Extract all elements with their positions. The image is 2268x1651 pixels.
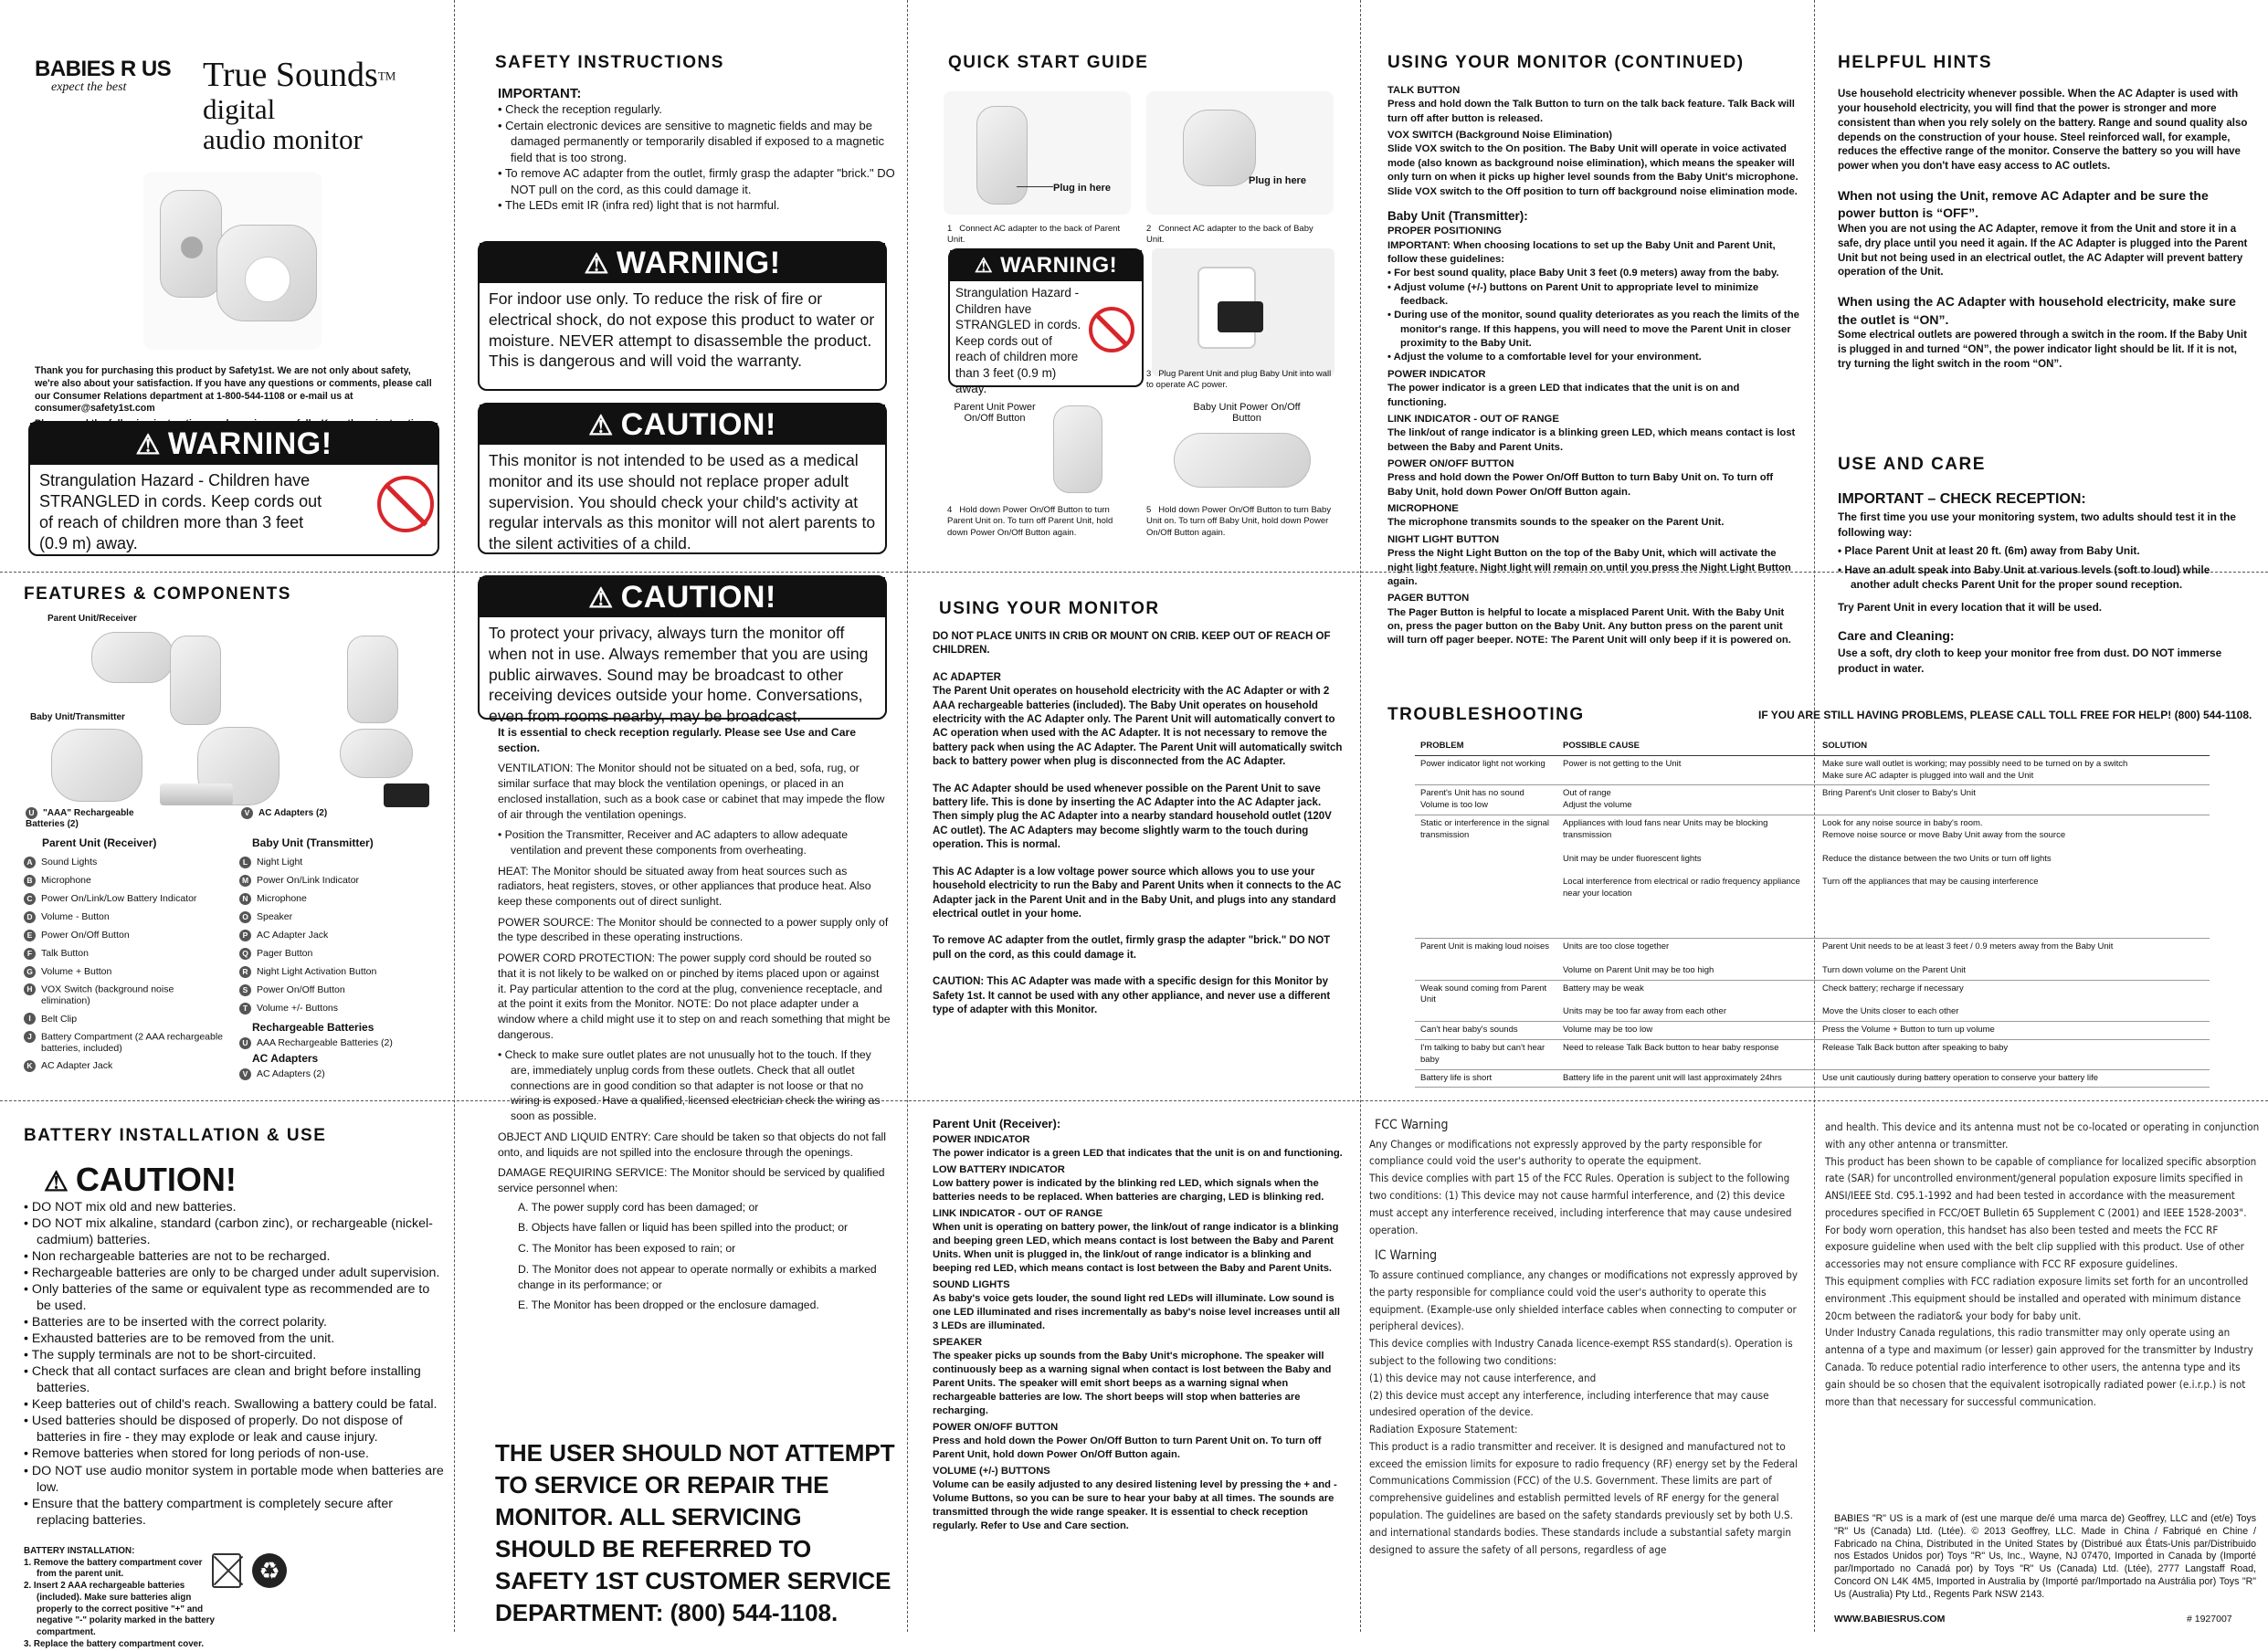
table-cell: Volume may be too low (1557, 1022, 1817, 1040)
product-title: True Sounds™ digital audio monitor (203, 56, 396, 155)
table-row (1415, 980, 2210, 1021)
table-cell: Appliances with loud fans near Units may be blocking transmission Unit may be under fluorescent lights Local interference from electrical or radio frequency appliance near your location (1557, 815, 1817, 939)
safety-important-list: • Check the reception regularly. • Certain electronic devices are sensitive to magnetic fields and may be damaged permanently or temporarily disabled if exposed to a magnetic field that is too strong. • To remove AC adapter from the outlet, firmly grasp the adapter "brick." DO NOT pull on the cord, as this could damage it. • The LEDs emit IR (infra red) light that is not harmful. (498, 102, 895, 213)
product-photo (143, 172, 322, 350)
section-title: FEATURES & COMPONENTS (24, 584, 291, 604)
safety-caution-box-2: ⚠ CAUTION! To protect your privacy, always turn the monitor off when not in use. Always remember that you are using public airwaves. Sound may be broadcast to other receiving devices outside your home. Conversations, even from rooms nearby, may be broadcast. (478, 575, 887, 720)
cover-thanks: Thank you for purchasing this product by Safety1st. We are not only about safety, we're also about your satisfaction. If you have any questions or comments, please call our Consumer Relations department at 1-800-544-1108 or e-mail us at consumer@safety1st.com (35, 365, 432, 415)
features-panel: FEATURES & COMPONENTS Parent Unit/Receiver Baby Unit/Transmitter U "AAA" Rechargeable Batteries (2) V AC Adapters (2) Parent Unit (Receiver) Baby Unit (Transmitter) A Sound Lights B Microphone C Power On/Link/Low Battery Indicator D Volume - Button E Power On/Off Button F Talk Button G Volume + Button H VOX Switch (background noise elimination) I Belt Clip J Battery Compartment (2 AAA rechargeable batteries, included) K AC Adapter Jack L Night Light M Power On/Link Indicator N Microphone O Speaker P AC Adapter Jack Q Pager Button R Night Light Activation Button S Power On/Off Button T Volume +/- Buttons Rechargeable Batteries U AAA Rechargeable Batteries (2) AC Adapters V AC Adapters (2) (0, 572, 454, 1100)
step3-image (1152, 248, 1334, 376)
recycle-icon: ♻ (252, 1553, 287, 1588)
table-cell: Check battery; recharge if necessary Move the Units closer to each other (1817, 980, 2210, 1021)
table-cell: Can't hear baby's sounds (1415, 1022, 1557, 1040)
continued-body: TALK BUTTON Press and hold down the Talk Button to turn on the talk back feature. Talk Back will turn off after button is released. VOX SWITCH (Background Noise Elimination) Slide VOX switch to the On position. The Baby Unit will operate in voice activated mode (also known as background noise elimination), which means the speaker will only turn on when it picks up higher level sounds from the Baby Unit's microphone. Slide VOX switch to the Off position to turn off background noise elimination mode. Baby Unit (Transmitter): PROPER POSITIONING IMPORTANT: When choosing locations to set up the Baby Unit and Parent Unit, follow these guidelines: • For best sound quality, place Baby Unit 3 feet (0.9 meters) away from the baby. • Adjust volume (+/-) buttons on Parent Unit to appropriate level to minimize feedback. • During use of the monitor, sound quality deteriorates as you reach the limits of the monitor's range. If this happens, you will need to move the Parent Unit in closer proximity to the Baby Unit. • Adjust the volume to a comfortable level for your environment. POWER INDICATOR The power indicator is a green LED that indicates that the unit is on and functioning. LINK INDICATOR - OUT OF RANGE The link/out of range indicator is a blinking green LED, which means contact is lost between the Baby and Parent Units. POWER ON/OFF BUTTON Press and hold down the Power On/Off Button to turn Baby Unit on. To turn off Baby Unit, hold down Power On/Off Button again. MICROPHONE The microphone transmits sounds to the speaker on the Parent Unit. NIGHT LIGHT BUTTON Press the Night Light Button on the top of the Baby Unit, which will activate the night light feature. Night light will remain on until you press the Night Light Button again. PAGER BUTTON The Pager Button is helpful to locate a misplaced Parent Unit. With the Baby Unit on, press the pager button on the Baby Unit. Any button press on the parent unit will turn off pager beeper. NOTE: The Parent Unit will only beep if it is powered on. (1387, 85, 1799, 647)
table-cell: Out of range Adjust the volume (1557, 785, 1817, 815)
fcc-panel (1360, 1100, 1814, 1632)
adapter-diagram (384, 783, 429, 807)
table-row (1415, 815, 2210, 939)
help-line: IF YOU ARE STILL HAVING PROBLEMS, PLEASE CALL TOLL FREE FOR HELP! (800) 544-1108. (1758, 709, 2252, 721)
battery-rules: • DO NOT mix old and new batteries. • DO NOT mix alkaline, standard (carbon zinc), or rechargeable (nickel-cadmium) batteries. • Non rechargeable batteries are not to be recharged. • Rechargeable batteries are only to be charged under adult supervision. • Only batteries of the same or equivalent type as recommended are to be used. • Batteries are to be inserted with the correct polarity. • Exhausted batteries are to be removed from the unit. • The supply terminals are not to be short-circuited. • Check that all contact surfaces are clean and bright before installing batteries. • Keep batteries out of child's reach. Swallowing a battery could be fatal. • Used batteries should be disposed of properly. Do not dispose of batteries in fire - they may explode or leak and cause injury. • Remove batteries when stored for long periods of non-use. • DO NOT use audio monitor system in portable mode when batteries are low. • Ensure that the battery compartment is completely secure after replacing batteries. (24, 1200, 444, 1528)
warning-triangle-icon: ⚠ (44, 1167, 69, 1197)
table-cell: Battery life is short (1415, 1069, 1557, 1088)
section-title: HELPFUL HINTS (1838, 53, 1993, 72)
legal-panel (1814, 1100, 2268, 1632)
step2-image: Plug in here (1146, 91, 1334, 215)
cover-warning-box: ⚠ WARNING! Strangulation Hazard - Children have STRANGLED in cords. Keep cords out of reach of children more than 3 feet (0.9 m) away. (28, 421, 439, 556)
step4-image: Parent Unit Power On/Off Button (944, 402, 1131, 493)
brand-logo: BABIES R US expect the best (35, 57, 172, 94)
section-title: BATTERY INSTALLATION & USE (24, 1126, 327, 1145)
using-body: DO NOT PLACE UNITS IN CRIB OR MOUNT ON CRIB. KEEP OUT OF REACH OF CHILDREN. AC ADAPTER The Parent Unit operates on household electricity with the AC Adapter or with 2 AAA rechargeable batteries (included). The Baby Unit operates on household electricity with the AC Adapter only. The Parent Unit will automatically convert to AC operation when used with the AC Adapter. It is not necessary to remove the battery pack when using the AC Adapter. The Parent Unit will automatically switch back to battery power when plug is disconnected from the AC Adapter. The AC Adapter should be used whenever possible on the Parent Unit to save battery life. This is done by inserting the AC Adapter into the AC Adapter jack. Then simply plug the AC Adapter into a nearby standard household outlet (120V AC outlet). The AC Adapters may become slightly warm to the touch during operation. This is normal. This AC Adapter is a low voltage power source which allows you to use your household electricity to run the Baby and Parent Units when it connects to the AC Adapter jack in the Parent Unit and in the Baby Unit, and plugs into any standard electrical outlet in your home. To remove AC adapter from the outlet, firmly grasp the adapter "brick." DO NOT pull on the cord, as this could damage it. CAUTION: This AC Adapter was made with a specific design for this Monitor by Safety 1st. It cannot be used with any other appliance, and never use a different type of adapter with this Monitor. (933, 631, 1343, 1015)
baby-unit-top-diagram (340, 729, 413, 778)
table-cell: Make sure wall outlet is working; may possibly need to be turned on by a switch Make sure AC adapter is plugged into wall and the Unit (1817, 755, 2210, 785)
website: WWW.BABIESRUS.COM (1834, 1614, 1946, 1625)
warning-triangle-icon: ⚠ (135, 430, 161, 460)
fcc-text: FCC Warning Any Changes or modifications not expressly approved by the party responsible for compliance could void the user's authority to operate the equipment. This device complies with part 15 of the FCC Rules. Operation is subject to the following two conditions: (1) This device may not cause harmful interference, and (2) this device must accept any interference received, including interference that may cause undesired operation. IC Warning To assure continued compliance, any changes or modifications not expressly approved by the party responsible for compliance could void the user's authority to operate this equipment. (Example-use only shielded interface cables when connecting to computer or peripheral devices). This device complies with Industry Canada licence-exempt RSS standard(s). Operation is subject to the following two conditions: (1) this device may not cause interference, and (2) this device must accept any interference, including interference that may cause undesired operation of the device. Radiation Exposure Statement: This product is a radio transmitter and receiver. It is designed and manufactured not to exceed the emission limits for exposure to radio frequency (RF) energy set by the Federal Communications Commission (FCC) of the U.S. Government. These limits are part of comprehensive guidelines and establish permitted levels of RF energy for the general population. The guidelines are based on the safety standards previously set by both U.S. and international standards bodies. These standards include a substantial safety margin designed to assure the safety of all persons, regardless of age (1369, 1118, 1799, 1556)
hints-panel (1814, 0, 2268, 712)
table-row (1415, 785, 2210, 815)
table-cell: Static or interference in the signal transmission (1415, 815, 1557, 939)
safety-warning-box: ⚠ WARNING! For indoor use only. To reduce the risk of fire or electrical shock, do not expose this product to water or moisture. NEVER attempt to disassemble the product. This is dangerous and will void the warranty. (478, 241, 887, 391)
table-cell: Battery may be weak Units may be too far away from each other (1557, 980, 1817, 1021)
parent-unit-side-diagram (170, 636, 221, 725)
legal-notice: BABIES "R" US is a mark of (est une marque de/é uma marca de) Geoffrey, LLC and (et/e) Toys "R" Us (Canada) Ltd. (Ltée). © 2013 Geoffrey, LLC. Made in China / Fabriqué en Chine / Fabricado na China, Distributed in the United States by (Distribué aux États-Unis par/Distribuido nos Estados Unidos por) Toys "R" Us, Inc., Wayne, NJ 07470, Imported in Canada by (Importé par/Importado no Canadá por) by Toys "R" Us (Canada) Ltd. (Ltée), 2777 Langstaff Road, Concord ON L4K 4M5, Imported in Australia by (Importé par/Importado na Austrália por) Toys "R" Us (Australia) Pty Ltd., Regents Park NSW 2143. (1834, 1513, 2256, 1600)
table-cell: Power indicator light not working (1415, 755, 1557, 785)
section-title: QUICK START GUIDE (948, 53, 1149, 72)
quick-warning-box: ⚠ WARNING! Strangulation Hazard - Children have STRANGLED in cords. Keep cords out of reach of children more than 3 feet (0.9 m) away. (948, 248, 1144, 387)
fcc-text-continued: and health. This device and its antenna must not be co-located or operating in conjunction with any other antenna or transmitter. This product has been shown to be capable of compliance for localized specific absorption rate (SAR) for uncontrolled environment/general population exposure limits specified in ANSI/IEEE Std. C95.1-1992 and had been tested in accordance with the measurement procedures specified in FCC/OET Bulletin 65 Supplement C (2001) and IEEE 1528-2003". For body worn operation, this handset has also been tested and meets the FCC RF exposure guideline when used with the belt clip supplied with this product. Use of other accessories may not ensure compliance with FCC RF exposure guidelines. This equipment complies with FCC radiation exposure limits set forth for an uncontrolled environment .This equipment should be installed and operated with minimum distance 20cm between the radiator& your body for baby unit. Under Industry Canada regulations, this radio transmitter may only operate using an antenna of a type and maximum (or lesser) gain approved for the transmitter by Industry Canada. To reduce potential radio interference to other users, the antenna type and its gain should be so chosen that the equivalent isotropically radiated power (e.i.r.p.) is not more than that necessary for successful communication. (1825, 1120, 2260, 1408)
baby-feature-list: L Night Light M Power On/Link Indicator N Microphone O Speaker P AC Adapter Jack Q Pager Button R Night Light Activation Button S Power On/Off Button T Volume +/- Buttons Rechargeable Batteries U AAA Rechargeable Batteries (2) AC Adapters V AC Adapters (2) (239, 853, 449, 1083)
table-row (1415, 1069, 2210, 1088)
safety-caution-box: ⚠ CAUTION! This monitor is not intended to be used as a medical monitor and its use should not replace proper adult supervision. You should check your child's activity at regular intervals as this monitor will not alert parents to the silent activities of a child. (478, 403, 887, 554)
battery-panel (0, 1100, 454, 1649)
warning-triangle-icon: ⚠ (588, 411, 614, 441)
parent-unit-image (160, 190, 222, 298)
baby-unit-diagram (51, 729, 142, 802)
troubleshooting-table: PROBLEM POSSIBLE CAUSE SOLUTION Power indicator light not working Power is not getting to the Unit Make sure wall outlet is working; may possibly need to be turned on by a switch Make sure AC adapter is plugged into wall and the Unit Parent's Unit has no sound Volume is too low Out of range Adjust the volume Bring Parent's Unit closer to Baby's Unit Static or interference in the signal transmission Appliances with loud fans near Units may be blocking transmission Unit may be under fluorescent lights Local interference from electrical or radio frequency appliance near your location Look for any noise source in baby's room. Remove noise source or move Baby Unit away from the source Reduce the distance between the two Units or turn off lights Turn off the appliances that may be causing interference Parent Unit is making loud noises Units are too close together Volume on Parent Unit may be too high Parent Unit needs to be at least 3 feet / 0.9 meters away from the Baby Unit Turn down volume on the Parent Unit Weak sound coming from Parent Unit Battery may be weak Units may be too far away from each other Check battery; recharge if necessary Move the Units closer to each other Can't hear baby's sounds Volume may be too low Press the Volume + Button to turn up volume I'm talking to baby but can't hear baby Need to release Talk Back button to hear baby response Release Talk Back button after speaking to baby Battery life is short Battery life in the parent unit will last approximately 24hrs Use unit cautiously during battery operation to conserve your battery life (1415, 738, 2210, 1088)
batteries-diagram (160, 783, 233, 805)
table-cell: Release Talk Back button after speaking to baby (1817, 1039, 2210, 1069)
quick-start-panel: QUICK START GUIDE Plug in here 1 Connect AC adapter to the back of Parent Unit. Plug in here 2 Connect AC adapter to the back of Baby Unit. ⚠ WARNING! Strangulation Hazard - Children have STRANGLED in cords. Keep cords out of reach of children more than 3 feet (0.9 m) away. 3 Plug Parent Unit and plug Baby Unit into wall to operate AC power. Parent Unit Power On/Off Button 4 Hold down Power On/Off Button to turn Parent Unit on. To turn off Parent Unit, hold down Power On/Off Button again. Baby Unit Power On/Off Button 5 Hold down Power On/Off Button to turn Baby Unit on. To turn off Baby Unit, hold down Power On/Off Button again. (907, 0, 1360, 572)
using-panel (907, 572, 1360, 1632)
product-code: # 1927007 (2187, 1614, 2232, 1625)
section-title: TROUBLESHOOTING (1387, 705, 1585, 724)
parent-unit-features: Parent Unit (Receiver): POWER INDICATOR The power indicator is a green LED that indicates that the unit is on and functioning. LOW BATTERY INDICATOR Low battery power is indicated by the blinking red LED, which signals when the batteries needs to be replaced. When batteries are charging, LED is blinking red. LINK INDICATOR - OUT OF RANGE When unit is operating on battery power, the link/out of range indicator is a blinking and beeping green LED, which means contact is lost between the Baby and Parent Units. When unit is plugged in, the link/out of range indicator is a blinking and beeping red LED, which means contact is lost between the Baby and Parent Units. SOUND LIGHTS As baby's voice gets louder, the sound light red LEDs will illuminate. Low sound is one LED illuminated and rises incrementally as baby's noise level increases until all 3 LEDs are illuminated. SPEAKER The speaker picks up sounds from the Baby Unit's microphone. The speaker will continuously beep as a warning signal when contact is lost between the Baby and Parent Units. The speaker will emit short beeps as a warning signal when rechargeable batteries are low. The short beeps will stop when batteries are recharging. POWER ON/OFF BUTTON Press and hold down the Power On/Off Button to turn Parent Unit on. To turn off Parent Unit, hold down Power On/Off Button again. VOLUME (+/-) BUTTONS Volume can be easily adjusted to any desired listening level by pressing the + and - Volume Buttons, so you can be sure to hear your baby at all times. The sounds are transmitted through the wide range speaker. It is essential to check reception regularly. Refer to Use and Care section. (933, 1117, 1343, 1532)
table-row (1415, 1039, 2210, 1069)
step1-image: Plug in here (944, 91, 1131, 215)
section-title: SAFETY INSTRUCTIONS (495, 53, 724, 72)
hints-body: Use household electricity whenever possible. When the AC Adapter is used with your household electricity, you will find that the power is stronger and more consistent than when you rely solely on the battery. Range and sound quality also depends on the construction of your house. Steel reinforced wall, for example, reduces the effective range of the monitor. Conserve the battery so you will have power when you don't have easy access to AC outlets. When not using the Unit, remove AC Adapter and be sure the power button is “OFF”. When you are not using the AC Adapter, remove it from the Unit and store it in a safe, dry place until you need it again. If the AC Adapter is plugged into the Parent Unit but not being used in an electrical outlet, the AC Adapter will prevent battery operation of the Unit. When using the AC Adapter with household electricity, make sure the outlet is “ON”. Some electrical outlets are powered through a switch in the room. If the Baby Unit is plugged in and turned “ON”, the power indicator light should be lit. If it is not, try turning the light switch in the room “ON”. (1838, 89, 2248, 370)
safety-body: It is essential to check reception regularly. Please see Use and Care section. VENTILATION: The Monitor should not be situated on a bed, sofa, rug, or similar surface that may block the ventilation openings, or placed in an enclosed installation, such as a book case or cabinet that may impede the flow of air through the ventilation openings. • Position the Transmitter, Receiver and AC adapters to allow adequate ventilation and prevent these components from overheating. HEAT: The Monitor should be situated away from heat sources such as radiators, heat registers, stoves, or other appliances that produce heat. Also keep these components out of direct sunlight. POWER SOURCE: The Monitor should be connected to a power supply only of the type described in these operating instructions. POWER CORD PROTECTION: The power supply cord should be routed so that it is not likely to be walked on or pinched by items placed upon or against it. Pay particular attention to the cord at the plug, convenience receptacle, and at the point it exits from the Monitor. NOTE: Do not place adapter under a window where a child might use it to step on and reach something that might be dangerous. • Check to make sure outlet plates are not unusually hot to the touch. If they are, immediately unplug cords from these outlets. Check that all outlet connections are in good condition so that adapter is not loose or that no wiring is exposed. Have a qualified, licensed electrician check the wiring as soon as possible. OBJECT AND LIQUID ENTRY: Care should be taken so that objects do not fall onto, and liquids are not spilled into the enclosure through the openings. DAMAGE REQUIRING SERVICE: The Monitor should be serviced by qualified service personnel when: A. The power supply cord has been damaged; or B. Objects have fallen or liquid has been spilled into the product; or C. The Monitor has been exposed to rain; or D. The Monitor does not appear to operate normally or exhibits a marked change in its performance; or E. The Monitor has been dropped or the enclosure damaged. (498, 726, 891, 1312)
section-title: USING YOUR MONITOR (CONTINUED) (1387, 53, 1745, 72)
continued-panel (1360, 0, 1814, 712)
warning-triangle-icon: ⚠ (584, 249, 609, 279)
table-cell: Battery life in the parent unit will last approximately 24hrs (1557, 1069, 1817, 1088)
parent-feature-list: A Sound Lights B Microphone C Power On/Link/Low Battery Indicator D Volume - Button E Power On/Off Button F Talk Button G Volume + Button H VOX Switch (background noise elimination) I Belt Clip J Battery Compartment (2 AAA rechargeable batteries, included) K AC Adapter Jack (24, 853, 243, 1075)
service-notice: THE USER SHOULD NOT ATTEMPT TO SERVICE OR REPAIR THE MONITOR. ALL SERVICING SHOULD BE REFERRED TO SAFETY 1ST CUSTOMER SERVICE DEPARTMENT: (800) 544-1108. (495, 1439, 895, 1627)
section-title: USING YOUR MONITOR (939, 599, 1160, 618)
table-row (1415, 755, 2210, 785)
table-cell: I'm talking to baby but can't hear baby (1415, 1039, 1557, 1069)
table-cell: Units are too close together Volume on Parent Unit may be too high (1557, 939, 1817, 980)
parent-unit-back-diagram (347, 636, 398, 723)
table-row (1415, 1022, 2210, 1040)
crossed-bin-icon (212, 1553, 241, 1588)
table-cell: Press the Volume + Button to turn up volume (1817, 1022, 2210, 1040)
step5-image: Baby Unit Power On/Off Button (1146, 402, 1334, 493)
section-title: USE AND CARE (1838, 455, 1986, 474)
no-cord-icon (377, 476, 434, 532)
table-cell: Parent Unit is making loud noises (1415, 939, 1557, 980)
battery-installation: BATTERY INSTALLATION: 1. Remove the battery compartment cover from the parent unit. 2. Insert 2 AAA rechargeable batteries (included). Make sure batteries align properly to the correct positive "+" and negative "-" polarity marked in the battery compartment. 3. Replace the battery compartment cover. (24, 1546, 215, 1649)
table-cell: Look for any noise source in baby's room. Remove noise source or move Baby Unit away from the source Reduce the distance between the two Units or turn off lights Turn off the appliances that may be causing interference (1817, 815, 2210, 939)
care-body: IMPORTANT – CHECK RECEPTION: The first time you use your monitoring system, two adults should test it in the following way: • Place Parent Unit at least 20 ft. (6m) away from Baby Unit. • Have an adult speak into Baby Unit at various levels (soft to loud) while another adult checks Parent Unit for the proper sound reception. Try Parent Unit in every location that it will be used. Care and Cleaning: Use a soft, dry cloth to keep your monitor free from dust. DO NOT immerse product in water. (1838, 491, 2236, 675)
table-cell: Bring Parent's Unit closer to Baby's Unit (1817, 785, 2210, 815)
table-cell: Power is not getting to the Unit (1557, 755, 1817, 785)
cover-panel (0, 0, 454, 572)
table-cell: Parent's Unit has no sound Volume is too low (1415, 785, 1557, 815)
table-cell: Need to release Talk Back button to hear baby response (1557, 1039, 1817, 1069)
table-cell: Use unit cautiously during battery operation to conserve your battery life (1817, 1069, 2210, 1088)
troubleshooting-panel (1360, 703, 2268, 1100)
baby-unit-image (216, 225, 317, 321)
battery-caution-title: ⚠ CAUTION! (44, 1161, 237, 1198)
warning-triangle-icon: ⚠ (588, 584, 614, 614)
table-cell: Parent Unit needs to be at least 3 feet / 0.9 meters away from the Baby Unit Turn down volume on the Parent Unit (1817, 939, 2210, 980)
table-cell: Weak sound coming from Parent Unit (1415, 980, 1557, 1021)
warning-triangle-icon: ⚠ (974, 254, 994, 277)
table-row (1415, 939, 2210, 980)
no-cord-icon (1089, 307, 1134, 352)
safety-panel: SAFETY INSTRUCTIONS IMPORTANT: • Check the reception regularly. • Certain electronic devices are sensitive to magnetic fields and may be damaged permanently or temporarily disabled if exposed to a magnetic field that is too strong. • To remove AC adapter from the outlet, firmly grasp the adapter "brick." DO NOT pull on the cord, as this could damage it. • The LEDs emit IR (infra red) light that is not harmful. ⚠ WARNING! For indoor use only. To reduce the risk of fire or electrical shock, do not expose this product to water or moisture. NEVER attempt to disassemble the product. This is dangerous and will void the warranty. ⚠ CAUTION! This monitor is not intended to be used as a medical monitor and its use should not replace proper adult supervision. You should check your child's activity at regular intervals as this monitor will not alert parents to the silent activities of a child. ⚠ CAUTION! To protect your privacy, always turn the monitor off when not in use. Always remember that you are using public airwaves. Sound may be broadcast to other receiving devices outside your home. Conversations, even from rooms nearby, may be broadcast. It is essential to check reception regularly. Please see Use and Care section. VENTILATION: The Monitor should not be situated on a bed, sofa, rug, or similar surface that may block the ventilation openings, or placed in an enclosed installation, such as a book case or cabinet that may impede the flow of air through the ventilation openings. • Position the Transmitter, Receiver and AC adapters to allow adequate ventilation and prevent these components from overheating. HEAT: The Monitor should be situated away from heat sources such as radiators, heat registers, stoves, or other appliances that produce heat. Also keep these components out of direct sunlight. POWER SOURCE: The Monitor should be connected to a power supply only of the type described in these operating instructions. POWER CORD PROTECTION: The power supply cord should be routed so that it is not likely to be walked on or pinched by items placed upon or against it. Pay particular attention to the cord at the plug, convenience receptacle, and at the point it exits from the Monitor. NOTE: Do not place adapter under a window where a child might use it to step on and reach something that might be dangerous. • Check to make sure outlet plates are not unusually hot to the touch. If they are, immediately unplug cords from these outlets. Check that all outlet connections are in good condition so that adapter is not loose or that no wiring is exposed. Have a qualified, licensed electrician check the wiring as soon as possible. OBJECT AND LIQUID ENTRY: Care should be taken so that objects do not fall onto, and liquids are not spilled into the enclosure through the openings. DAMAGE REQUIRING SERVICE: The Monitor should be serviced by qualified service personnel when: A. The power supply cord has been damaged; or B. Objects have fallen or liquid has been spilled into the product; or C. The Monitor has been exposed to rain; or D. The Monitor does not appear to operate normally or exhibits a marked change in its performance; or E. The Monitor has been dropped or the enclosure damaged. THE USER SHOULD NOT ATTEMPT TO SERVICE OR REPAIR THE MONITOR. ALL SERVICING SHOULD BE REFERRED TO SAFETY 1ST CUSTOMER SERVICE DEPARTMENT: (800) 544-1108. (454, 0, 907, 1632)
parent-unit-diagram (91, 632, 174, 683)
